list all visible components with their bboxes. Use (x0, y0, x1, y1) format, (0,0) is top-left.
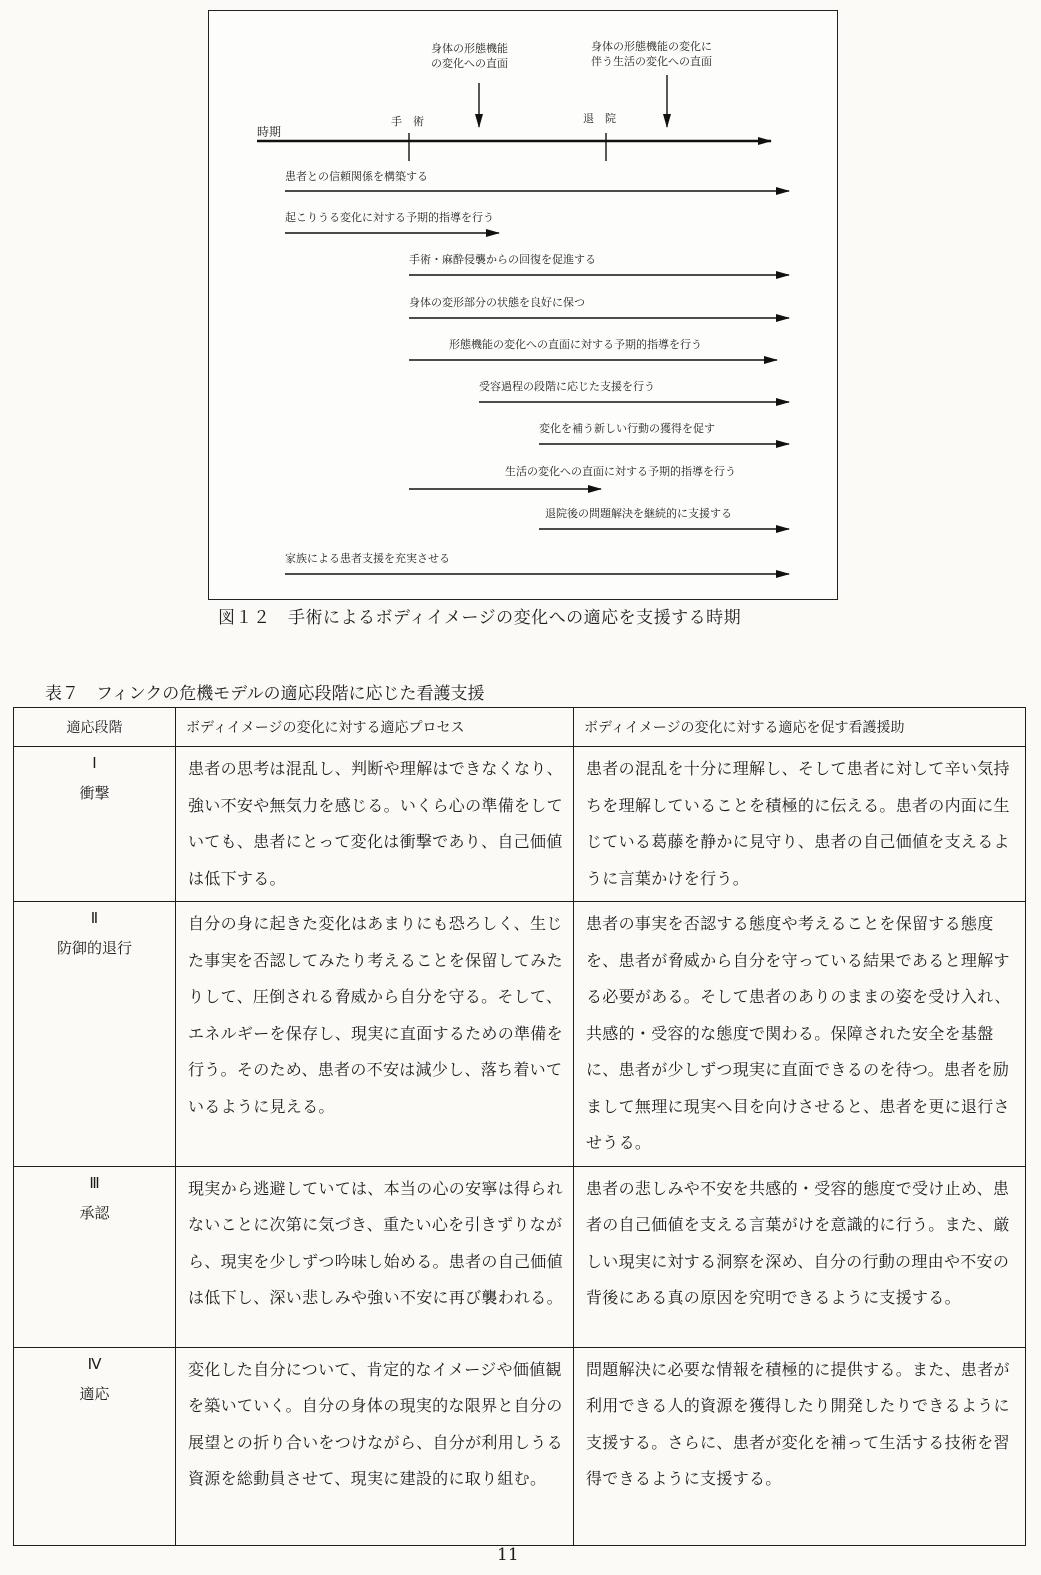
header-process: ボディイメージの変化に対する適応プロセス (176, 708, 574, 747)
page-number: 11 (497, 1545, 519, 1565)
period-label-5: 形態機能の変化への直面に対する予期的指導を行う (449, 338, 702, 351)
table-header-row (14, 708, 1026, 747)
annotation-1-line2: の変化への直面 (431, 57, 508, 70)
figure-caption: 図１２ 手術によるボディイメージの変化への適応を支援する時期 (218, 608, 742, 628)
support-cell: 患者の悲しみや不安を共感的・受容的態度で受け止め、患者の自己価値を支える言葉がけを意識的に行う。また、厳しい現実に対する洞察を深め、自分の行動の理由や不安の背後にある真の原因を究明できるように支援する。 (574, 1166, 1026, 1347)
annotation-2-line2: 伴う生活の変化への直面 (591, 55, 712, 68)
table-row (14, 1166, 1026, 1347)
process-cell: 自分の身に起きた変化はあまりにも恐ろしく、生じた事実を否認してみたり考えることを保留してみたりして、圧倒される脅威から自分を守る。そして、エネルギーを保存し、現実に直面するための準備を行う。そのため、患者の不安は減少し、落ち着いているように見える。 (176, 902, 574, 1167)
process-cell: 現実から逃避していては、本当の心の安寧は得られないことに次第に気づき、重たい心を引きずりながら、現実を少しずつ吟味し始める。患者の自己価値は低下し、深い悲しみや強い不安に再び襲われる。 (176, 1166, 574, 1347)
stage-cell (14, 1347, 176, 1545)
stage-numeral: Ⅳ (87, 1354, 102, 1373)
period-label-2: 起こりうる変化に対する予期的指導を行う (285, 211, 494, 224)
time-label: 時期 (257, 125, 282, 139)
period-label-8: 生活の変化への直面に対する予期的指導を行う (505, 465, 736, 478)
stage-name: 適応 (79, 1384, 110, 1403)
process-cell: 患者の思考は混乱し、判断や理解はできなくなり、強い不安や無気力を感じる。いくら心の準備をしていても、患者にとって変化は衝撃であり、自己価値は低下する。 (176, 747, 574, 902)
stage-name: 承認 (79, 1203, 110, 1222)
surgery-label: 手 術 (391, 115, 424, 128)
annotation-1 (431, 41, 508, 71)
period-label-1: 患者との信頼関係を構築する (285, 170, 428, 183)
stage-cell (14, 1166, 176, 1347)
table-row (14, 747, 1026, 902)
table-row (14, 1347, 1026, 1545)
stage-numeral: Ⅰ (92, 754, 97, 772)
stage-cell (14, 902, 176, 1167)
discharge-label: 退 院 (583, 112, 616, 125)
table-title: 表７ フィンクの危機モデルの適応段階に応じた看護支援 (45, 684, 485, 704)
support-cell: 患者の事実を否認する態度や考えることを保留する態度を、患者が脅威から自分を守っている結果であると理解する必要がある。そして患者のありのままの姿を受け入れ、共感的・受容的な態度で関わる。保障された安全を基盤に、患者が少しずつ現実に直面できるのを待つ。患者を励まして無理に現実へ目を向けさせると、患者を更に退行させうる。 (574, 902, 1026, 1167)
stage-numeral: Ⅲ (89, 1173, 100, 1192)
support-cell: 問題解決に必要な情報を積極的に提供する。また、患者が利用できる人的資源を獲得したり開発したりできるように支援する。さらに、患者が変化を補って生活する技術を習得できるように支援する。 (574, 1347, 1026, 1545)
stage-name: 防御的退行 (56, 939, 132, 957)
period-label-4: 身体の変形部分の状態を良好に保つ (409, 296, 585, 309)
header-support: ボディイメージの変化に対する適応を促す看護援助 (574, 708, 1026, 747)
annotation-1-line1: 身体の形態機能 (431, 42, 508, 55)
period-label-9: 退院後の問題解決を継続的に支援する (545, 507, 732, 520)
stage-name: 衝撃 (79, 784, 110, 802)
nursing-support-table (13, 707, 1026, 1546)
header-stage: 適応段階 (14, 708, 176, 747)
period-label-7: 変化を補う新しい行動の獲得を促す (539, 422, 715, 435)
period-label-10: 家族による患者支援を充実させる (285, 552, 450, 565)
process-cell: 変化した自分について、肯定的なイメージや価値観を築いていく。自分の身体の現実的な限界と自分の展望との折り合いをつけながら、自分が利用しうる資源を総動員させて、現実に建設的に取り組む。 (176, 1347, 574, 1545)
figure-12 (208, 10, 838, 600)
annotation-2 (591, 39, 712, 69)
annotation-2-line1: 身体の形態機能の変化に (591, 40, 712, 53)
support-cell: 患者の混乱を十分に理解し、そして患者に対して辛い気持ちを理解していることを積極的に伝える。患者の内面に生じている葛藤を静かに見守り、患者の自己価値を支えるように言葉かけを行う。 (574, 747, 1026, 902)
stage-cell (14, 747, 176, 902)
period-label-3: 手術・麻酔侵襲からの回復を促進する (409, 253, 596, 266)
stage-numeral: Ⅱ (90, 909, 99, 927)
table-row (14, 902, 1026, 1167)
period-label-6: 受容過程の段階に応じた支援を行う (479, 380, 655, 393)
